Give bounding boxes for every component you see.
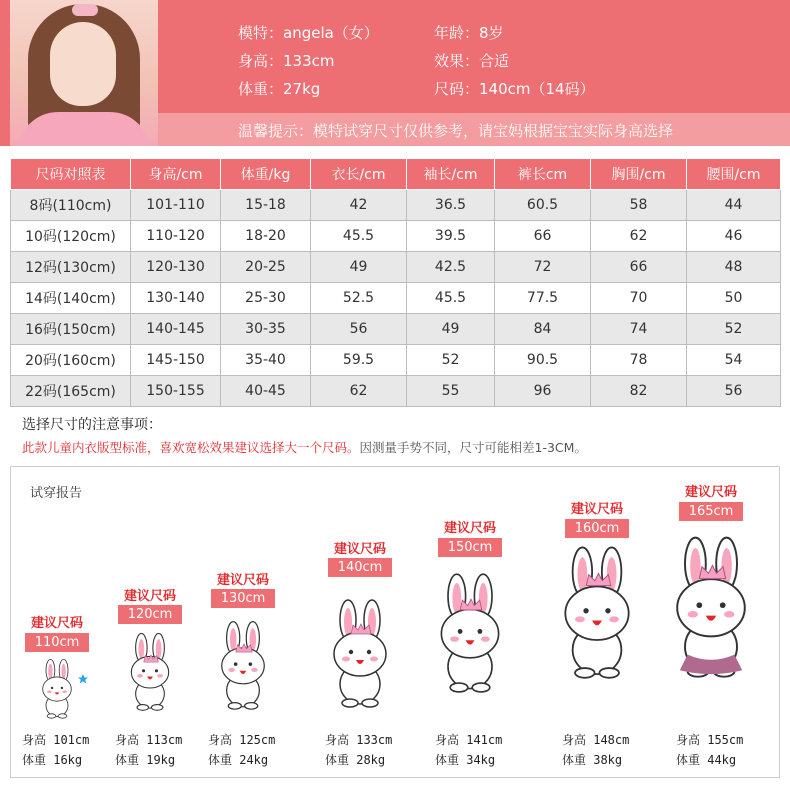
tryon-measurements — [676, 730, 743, 770]
table-cell: 20码(160cm) — [11, 345, 131, 376]
report-title: 试穿报告 — [30, 486, 83, 501]
bunny-illustration — [320, 598, 400, 712]
table-cell: 60.5 — [495, 190, 591, 221]
recommend-size-label: 建议尺码 — [570, 502, 623, 517]
crown-icon — [459, 596, 483, 615]
table-row — [11, 190, 781, 221]
tip-text: 温馨提示：模特试穿尺寸仅供参考，请宝妈根据宝宝实际身高选择 — [238, 122, 674, 140]
table-cell: 110-120 — [131, 221, 221, 252]
table-cell: 40-45 — [221, 376, 311, 407]
bunny-illustration — [121, 632, 179, 715]
table-cell: 52 — [687, 314, 781, 345]
table-cell: 120-130 — [131, 252, 221, 283]
crown-icon — [235, 638, 253, 657]
table-cell: 45.5 — [311, 221, 407, 252]
tryon-measurements — [115, 730, 182, 770]
table-cell: 82 — [591, 376, 687, 407]
notes-body — [22, 438, 587, 456]
table-cell: 36.5 — [407, 190, 495, 221]
table-cell: 90.5 — [495, 345, 591, 376]
model-weight: 体重：27kg — [238, 80, 321, 98]
tryon-measurements — [325, 730, 392, 770]
table-cell: 96 — [495, 376, 591, 407]
recommend-size-badge: 110cm — [25, 633, 89, 652]
star-icon — [77, 670, 89, 689]
crown-icon — [585, 572, 612, 591]
table-cell: 22码(165cm) — [11, 376, 131, 407]
table-header-row — [11, 159, 781, 190]
table-cell: 52 — [407, 345, 495, 376]
table-cell: 20-25 — [221, 252, 311, 283]
size-table — [10, 158, 781, 407]
recommend-size-label: 建议尺码 — [684, 485, 737, 500]
tryon-height: 身高 155cm — [676, 733, 744, 747]
column-header: 体重/kg — [221, 159, 311, 190]
recommend-size-label: 建议尺码 — [216, 573, 269, 588]
table-cell: 55 — [407, 376, 495, 407]
model-photo — [10, 0, 158, 146]
bunny-illustration — [548, 545, 646, 683]
table-cell: 16码(150cm) — [11, 314, 131, 345]
table-cell: 101-110 — [131, 190, 221, 221]
tryon-measurements — [435, 730, 502, 770]
tryon-weight: 体重 24kg — [208, 753, 269, 767]
table-cell: 42 — [311, 190, 407, 221]
table-cell: 56 — [687, 376, 781, 407]
bunny-illustration — [426, 572, 514, 697]
table-cell: 66 — [591, 252, 687, 283]
tryon-weight: 体重 44kg — [676, 753, 737, 767]
table-cell: 14码(140cm) — [11, 283, 131, 314]
table-cell: 25-30 — [221, 283, 311, 314]
tryon-height: 身高 133cm — [325, 733, 393, 747]
table-cell: 130-140 — [131, 283, 221, 314]
model-name: 模特：angela（女） — [238, 24, 379, 42]
table-cell: 62 — [311, 376, 407, 407]
table-cell: 84 — [495, 314, 591, 345]
table-cell: 18-20 — [221, 221, 311, 252]
recommend-size-badge: 165cm — [679, 502, 743, 521]
tryon-measurements — [562, 730, 629, 770]
table-cell: 74 — [591, 314, 687, 345]
recommend-size-label: 建议尺码 — [123, 589, 176, 604]
table-cell: 56 — [311, 314, 407, 345]
tryon-height: 身高 148cm — [562, 733, 630, 747]
table-row — [11, 376, 781, 407]
table-cell: 49 — [311, 252, 407, 283]
table-cell: 48 — [687, 252, 781, 283]
table-cell: 39.5 — [407, 221, 495, 252]
table-row — [11, 283, 781, 314]
tryon-weight: 体重 16kg — [22, 753, 83, 767]
table-cell: 62 — [591, 221, 687, 252]
recommend-size-badge: 150cm — [438, 538, 502, 557]
crown-icon — [350, 620, 372, 639]
table-cell: 49 — [407, 314, 495, 345]
column-header: 袖长/cm — [407, 159, 495, 190]
tryon-height: 身高 113cm — [115, 733, 183, 747]
column-header: 裤长cm — [495, 159, 591, 190]
tryon-measurements — [208, 730, 275, 770]
table-cell: 15-18 — [221, 190, 311, 221]
table-cell: 70 — [591, 283, 687, 314]
table-cell: 54 — [687, 345, 781, 376]
table-cell: 145-150 — [131, 345, 221, 376]
table-cell: 66 — [495, 221, 591, 252]
tryon-height: 身高 125cm — [208, 733, 276, 747]
table-cell: 45.5 — [407, 283, 495, 314]
column-header: 身高/cm — [131, 159, 221, 190]
recommend-size-badge: 120cm — [118, 605, 182, 624]
tryon-height: 身高 141cm — [435, 733, 503, 747]
column-header: 衣长/cm — [311, 159, 407, 190]
recommend-size-badge: 160cm — [565, 519, 629, 538]
table-cell: 12码(130cm) — [11, 252, 131, 283]
crown-icon — [698, 564, 727, 584]
table-cell: 50 — [687, 283, 781, 314]
recommend-size-label: 建议尺码 — [30, 616, 83, 631]
table-row — [11, 252, 781, 283]
table-cell: 35-40 — [221, 345, 311, 376]
tryon-height: 身高 101cm — [22, 733, 90, 747]
table-cell: 140-145 — [131, 314, 221, 345]
table-cell: 30-35 — [221, 314, 311, 345]
recommend-size-badge: 140cm — [328, 558, 392, 577]
recommend-size-label: 建议尺码 — [333, 542, 386, 557]
table-cell: 77.5 — [495, 283, 591, 314]
column-header: 尺码对照表 — [11, 159, 131, 190]
tryon-weight: 体重 28kg — [325, 753, 386, 767]
notes-warning: 此款儿童内衣版型标准，喜欢宽松效果建议选择大一个尺码。 — [22, 440, 360, 455]
tryon-weight: 体重 38kg — [562, 753, 623, 767]
notes-title: 选择尺寸的注意事项： — [22, 417, 162, 433]
model-size: 尺码：140cm（14码） — [434, 80, 595, 98]
table-row — [11, 314, 781, 345]
table-row — [11, 345, 781, 376]
recommend-size-label: 建议尺码 — [443, 521, 496, 536]
notes-measurement: 因测量手势不同，尺寸可能相差1-3CM。 — [359, 440, 587, 455]
table-cell: 150-155 — [131, 376, 221, 407]
column-header: 腰围/cm — [687, 159, 781, 190]
table-cell: 10码(120cm) — [11, 221, 131, 252]
crown-icon — [143, 648, 159, 667]
fit-effect: 效果：合适 — [434, 52, 510, 70]
table-cell: 59.5 — [311, 345, 407, 376]
tryon-measurements — [22, 730, 89, 770]
table-cell: 44 — [687, 190, 781, 221]
table-cell: 8码(110cm) — [11, 190, 131, 221]
bunny-illustration — [210, 620, 276, 714]
table-row — [11, 221, 781, 252]
table-cell: 42.5 — [407, 252, 495, 283]
column-header: 胸围/cm — [591, 159, 687, 190]
table-cell: 52.5 — [311, 283, 407, 314]
tryon-weight: 体重 34kg — [435, 753, 496, 767]
bunny-illustration — [659, 535, 763, 682]
model-height: 身高：133cm — [238, 52, 335, 70]
model-age: 年龄：8岁 — [434, 24, 504, 42]
table-cell: 72 — [495, 252, 591, 283]
table-cell: 58 — [591, 190, 687, 221]
table-cell: 78 — [591, 345, 687, 376]
tryon-weight: 体重 19kg — [115, 753, 176, 767]
table-cell: 46 — [687, 221, 781, 252]
recommend-size-badge: 130cm — [211, 589, 275, 608]
bunny-illustration — [35, 658, 79, 723]
